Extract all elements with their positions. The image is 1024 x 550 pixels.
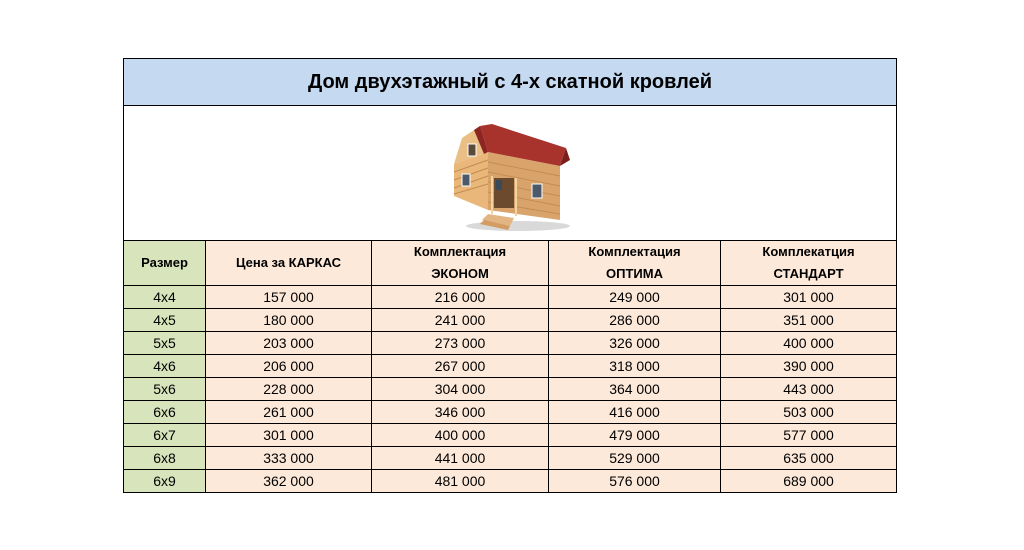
price-cell: 333 000 bbox=[206, 447, 372, 470]
price-cell: 326 000 bbox=[549, 332, 721, 355]
price-cell: 529 000 bbox=[549, 447, 721, 470]
price-cell: 261 000 bbox=[206, 401, 372, 424]
column-header-econom: Комплектация ЭКОНОМ bbox=[372, 241, 549, 286]
table-row bbox=[124, 332, 897, 355]
price-cell: 503 000 bbox=[721, 401, 897, 424]
column-header-optima: Комплектация ОПТИМА bbox=[549, 241, 721, 286]
price-cell: 249 000 bbox=[549, 286, 721, 309]
price-cell: 241 000 bbox=[372, 309, 549, 332]
price-cell: 577 000 bbox=[721, 424, 897, 447]
house-image-cell bbox=[124, 106, 897, 241]
price-cell: 206 000 bbox=[206, 355, 372, 378]
price-cell: 346 000 bbox=[372, 401, 549, 424]
size-cell: 6х8 bbox=[124, 447, 206, 470]
size-cell: 5х6 bbox=[124, 378, 206, 401]
price-cell: 216 000 bbox=[372, 286, 549, 309]
price-cell: 362 000 bbox=[206, 470, 372, 493]
table-row bbox=[124, 470, 897, 493]
price-cell: 318 000 bbox=[549, 355, 721, 378]
column-header-size: Размер bbox=[124, 241, 206, 286]
price-cell: 364 000 bbox=[549, 378, 721, 401]
price-sheet bbox=[123, 58, 896, 493]
price-cell: 400 000 bbox=[721, 332, 897, 355]
house-icon bbox=[448, 122, 572, 234]
size-cell: 6х7 bbox=[124, 424, 206, 447]
table-row bbox=[124, 378, 897, 401]
size-cell: 4х4 bbox=[124, 286, 206, 309]
price-cell: 479 000 bbox=[549, 424, 721, 447]
price-cell: 304 000 bbox=[372, 378, 549, 401]
price-cell: 443 000 bbox=[721, 378, 897, 401]
size-cell: 4х6 bbox=[124, 355, 206, 378]
price-cell: 481 000 bbox=[372, 470, 549, 493]
price-cell: 689 000 bbox=[721, 470, 897, 493]
price-cell: 301 000 bbox=[721, 286, 897, 309]
column-header-standard: Комплекатция СТАНДАРТ bbox=[721, 241, 897, 286]
size-cell: 4х5 bbox=[124, 309, 206, 332]
table-row bbox=[124, 355, 897, 378]
size-cell: 6х6 bbox=[124, 401, 206, 424]
table-title: Дом двухэтажный с 4-х скатной кровлей bbox=[124, 59, 897, 106]
price-cell: 351 000 bbox=[721, 309, 897, 332]
price-cell: 228 000 bbox=[206, 378, 372, 401]
price-cell: 180 000 bbox=[206, 309, 372, 332]
price-cell: 576 000 bbox=[549, 470, 721, 493]
price-cell: 157 000 bbox=[206, 286, 372, 309]
table-row bbox=[124, 401, 897, 424]
price-cell: 203 000 bbox=[206, 332, 372, 355]
table-row bbox=[124, 286, 897, 309]
price-cell: 441 000 bbox=[372, 447, 549, 470]
price-cell: 267 000 bbox=[372, 355, 549, 378]
price-cell: 273 000 bbox=[372, 332, 549, 355]
price-cell: 286 000 bbox=[549, 309, 721, 332]
price-cell: 416 000 bbox=[549, 401, 721, 424]
size-cell: 6х9 bbox=[124, 470, 206, 493]
price-table bbox=[123, 58, 897, 493]
size-cell: 5х5 bbox=[124, 332, 206, 355]
table-row bbox=[124, 309, 897, 332]
table-row bbox=[124, 447, 897, 470]
column-header-frame-price: Цена за КАРКАС bbox=[206, 241, 372, 286]
price-cell: 301 000 bbox=[206, 424, 372, 447]
table-row bbox=[124, 424, 897, 447]
price-cell: 635 000 bbox=[721, 447, 897, 470]
price-cell: 390 000 bbox=[721, 355, 897, 378]
price-cell: 400 000 bbox=[372, 424, 549, 447]
